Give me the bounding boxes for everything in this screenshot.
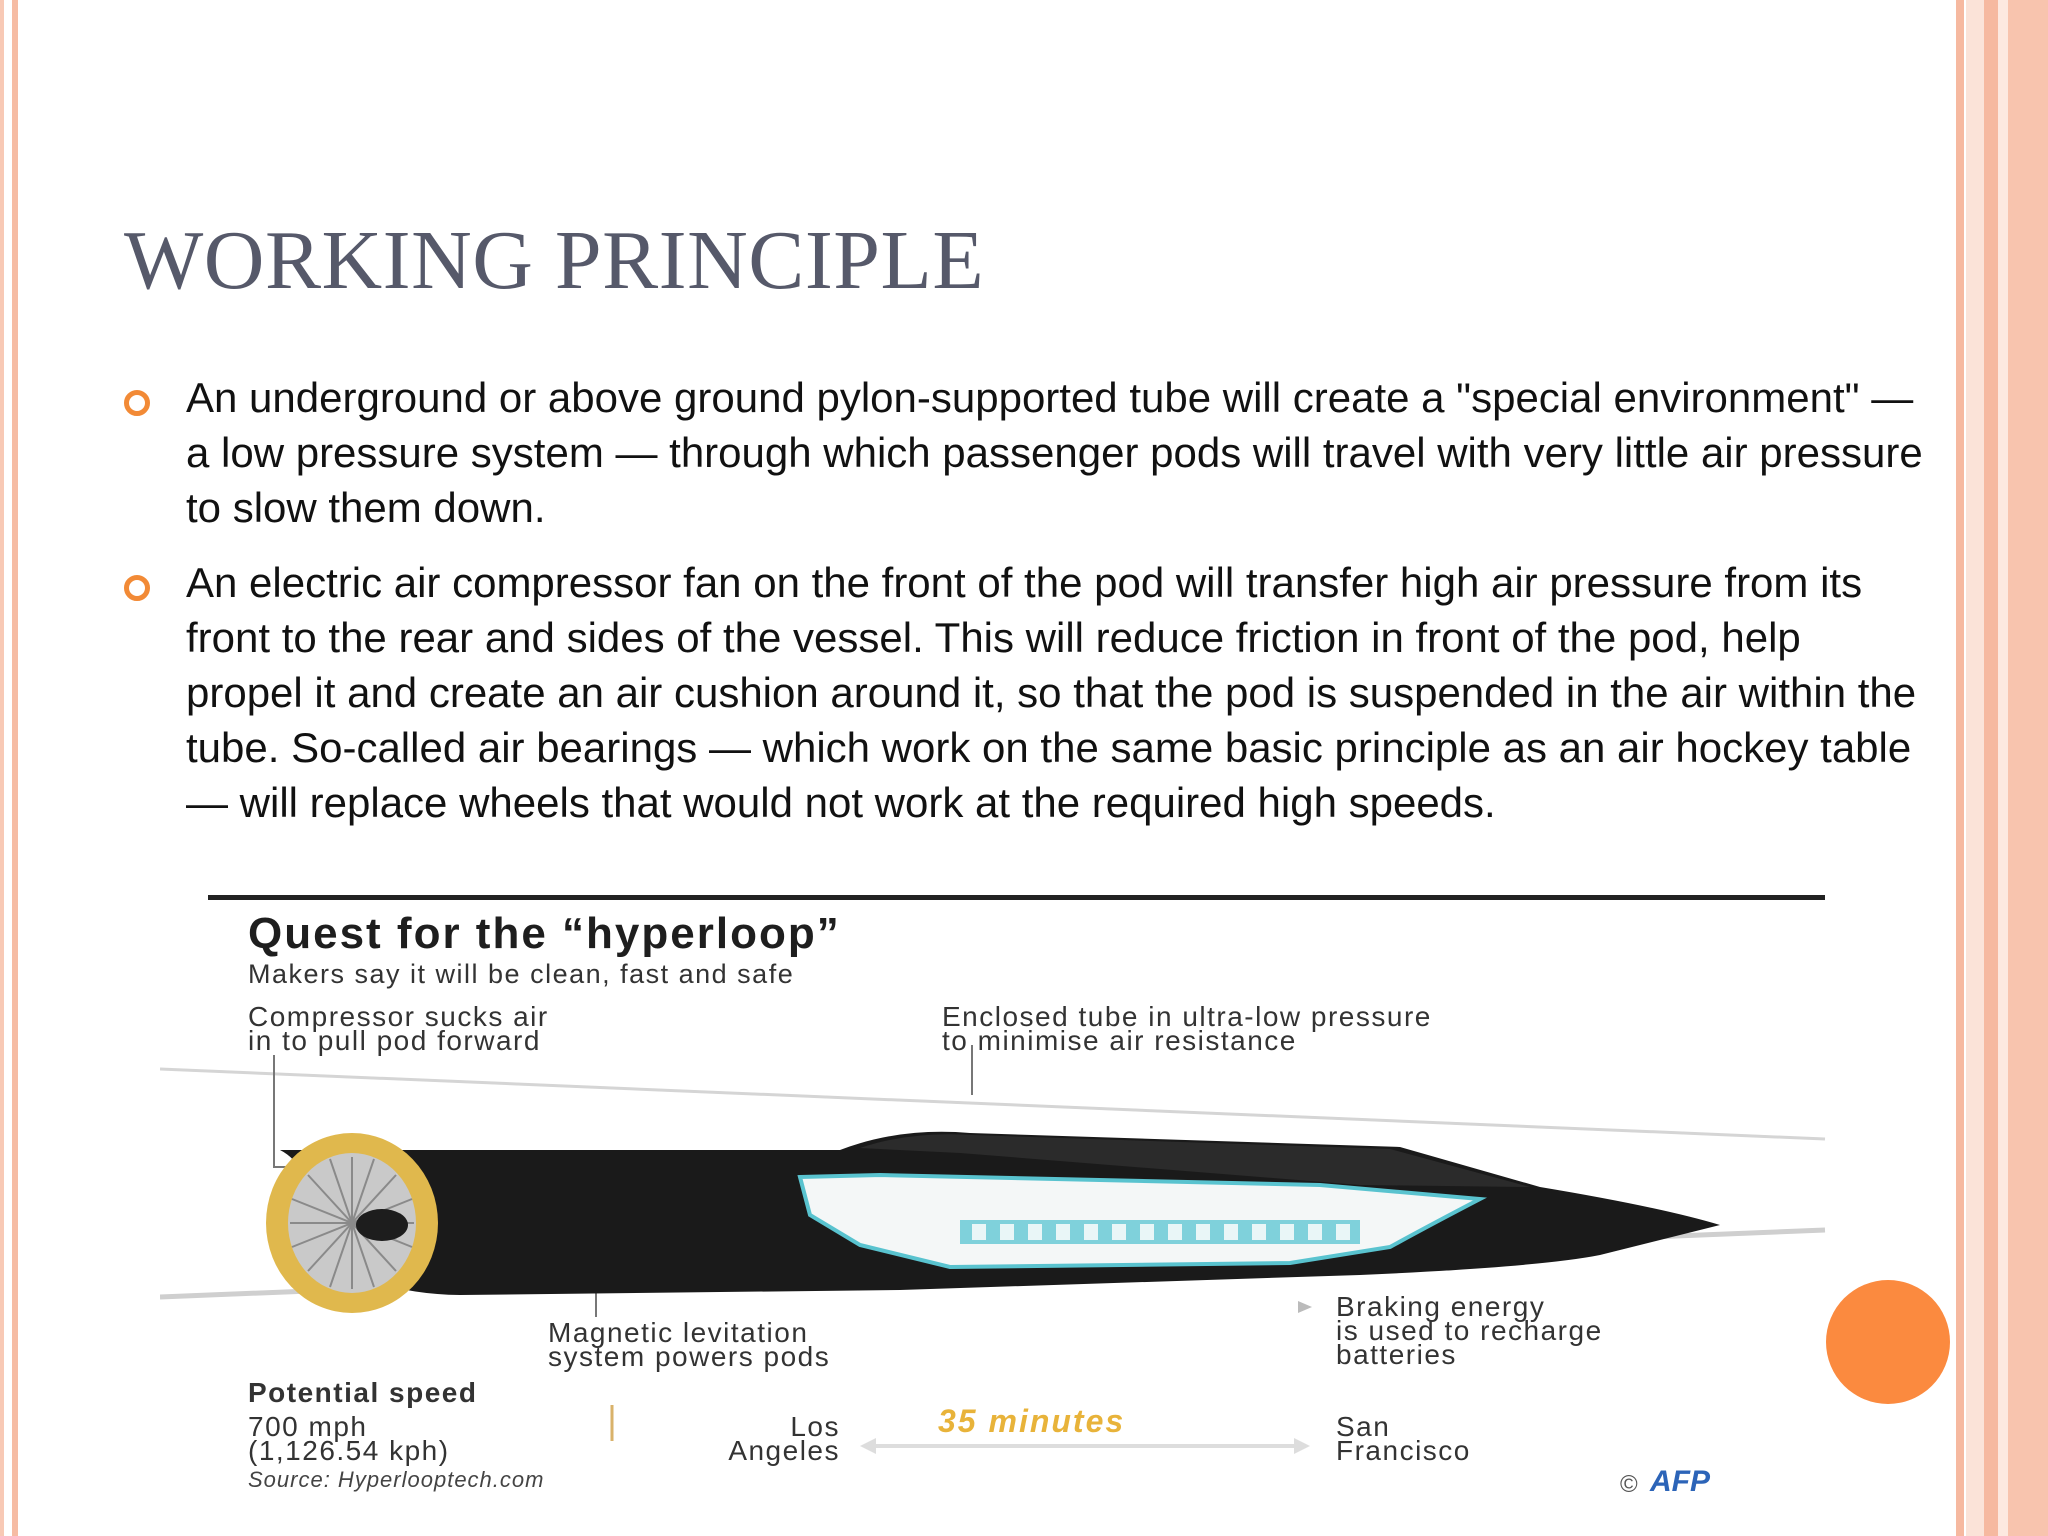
right-edge-band — [2008, 0, 2048, 1536]
infographic-source: Source: Hyperlooptech.com — [248, 1467, 545, 1492]
infographic-title: Quest for the “hyperloop” — [248, 909, 841, 958]
right-edge-band — [1984, 0, 1998, 1536]
bullet-text: An underground or above ground pylon-supported tube will create a "special environment" — a low pressure system — through which passenger pods will travel with very little air pressure to slow them down. — [186, 374, 1923, 531]
speed-value: 700 mph (1,126.54 kph) — [248, 1411, 450, 1466]
bullet-item — [124, 555, 1924, 830]
right-edge-band — [1956, 0, 1964, 1536]
left-edge-line-inner — [12, 0, 18, 1536]
decorative-circle — [1826, 1280, 1950, 1404]
right-edge-band — [1998, 0, 2008, 1536]
infographic-subtitle: Makers say it will be clean, fast and safe — [248, 959, 795, 989]
speed-heading: Potential speed — [248, 1377, 478, 1408]
travel-duration: 35 minutes — [938, 1403, 1126, 1439]
bullet-ring-icon — [124, 575, 150, 601]
bullet-item — [124, 370, 1924, 535]
hyperloop-infographic — [160, 895, 1840, 1515]
left-edge-line — [0, 0, 4, 1536]
right-edge-band — [1966, 0, 1984, 1536]
afp-logo: AFP — [1650, 1465, 1710, 1498]
tube-label: Enclosed tube in ultra-low pressure to minimise air resistance — [942, 1001, 1432, 1056]
destination-city: San Francisco — [1336, 1411, 1471, 1466]
bullet-list — [124, 370, 1924, 850]
bullet-text: An electric air compressor fan on the front of the pod will transfer high air pressure from its front to the rear and sides of the vessel. This will reduce friction in front of the pod, help propel it and create an air cushion around it, so that the pod is suspended in the air within the tube. So-called air bearings — which work on the same basic principle as an air hockey table — will replace wheels that would not work at the required high speeds. — [186, 559, 1917, 826]
bullet-ring-icon — [124, 390, 150, 416]
braking-label: Braking energy is used to recharge batteries — [1336, 1291, 1603, 1370]
slide-title: WORKING PRINCIPLE — [124, 214, 985, 307]
origin-city: Los Angeles — [728, 1411, 840, 1466]
compressor-label: Compressor sucks air in to pull pod forward — [248, 1001, 549, 1056]
maglev-label: Magnetic levitation system powers pods — [548, 1317, 831, 1372]
copyright-symbol: © — [1620, 1471, 1638, 1498]
